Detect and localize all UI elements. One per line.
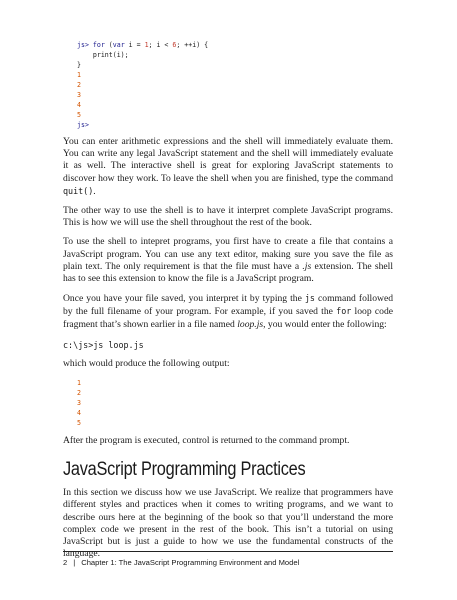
paragraph	[63, 236, 393, 285]
code-block-interactive	[63, 40, 393, 130]
code-output-line: 1	[77, 379, 81, 388]
inline-code: quit()	[63, 185, 94, 196]
inline-italic: loop.js	[237, 318, 264, 330]
code-output-line: 2	[77, 389, 81, 398]
section-heading: JavaScript Programming Practices	[63, 459, 306, 481]
paragraph-text: , you would enter the following:	[263, 318, 387, 330]
code-output-line: 3	[77, 91, 81, 99]
code-output-line: 1	[77, 71, 81, 79]
code-number: 1	[144, 41, 149, 49]
command-line: c:\js>js loop.js	[63, 339, 144, 350]
code-prompt: js>	[77, 41, 89, 49]
page-content	[63, 40, 393, 560]
page-number: 2	[63, 558, 68, 567]
code-output-line: 2	[77, 81, 81, 89]
paragraph: which would produce the following output:	[63, 357, 230, 369]
code-number: 6	[172, 41, 177, 49]
paragraph	[63, 136, 393, 198]
code-block-output	[63, 378, 393, 428]
code-line: print(i);	[77, 51, 129, 59]
paragraph: After the program is executed, control is returned to the command prompt.	[63, 435, 350, 447]
paragraph-text: To use the shell to intepret programs, you first have to create a file that contains a JavaScript program. You can use any text editor, making sure you save the file as plain text. The only requirement is that the file must have a	[63, 236, 393, 272]
inline-italic: .js	[302, 260, 312, 272]
paragraph-text: .	[93, 185, 96, 197]
running-footer-chapter: Chapter 1: The JavaScript Programming Environment and Model	[81, 558, 300, 567]
code-text: ; i <	[148, 41, 173, 49]
code-text: ; ++i) {	[176, 41, 209, 49]
paragraph-text: Once you have your file saved, you interpret it by typing the	[63, 293, 305, 305]
page-footer	[63, 551, 393, 568]
code-line: }	[77, 61, 81, 69]
code-output-line: 3	[77, 399, 81, 408]
code-output-line: 5	[77, 419, 81, 428]
paragraph-text: extension. The shell has to see this extension to know the file is a JavaScript program.	[63, 260, 393, 285]
paragraph-text: You can enter arithmetic expressions and the shell will immediately evaluate them. You can write any legal JavaScript statement and the shell will immediately evaluate it as well. The interactive shell is great for exploring JavaScript statements to discover how they work. To leave the shell when you are finished, type the command	[63, 136, 393, 184]
inline-code: for	[336, 306, 352, 317]
inline-code: js	[304, 293, 315, 304]
code-keyword-var: var	[112, 41, 125, 49]
paragraph: The other way to use the shell is to have it interpret complete JavaScript programs. This is how we will use the shell throughout the rest of the book.	[63, 205, 393, 229]
code-text: i =	[124, 41, 145, 49]
code-output-line: 4	[77, 101, 81, 109]
paragraph-text: command followed by the full filename of your program. For example, if you saved the	[63, 293, 393, 318]
paragraph	[63, 292, 393, 331]
paragraph: In this section we discuss how we use JavaScript. We realize that programmers have different styles and practices when it comes to writing programs, and we want to describe ours here at the beginning of the book so that you’ll understand the more complex code we present in the rest of the book. This isn’t a tutorial on using JavaScript but is just a guide to how we use the fundamental constructs of the language.	[63, 487, 393, 560]
code-text: (	[104, 41, 113, 49]
code-output-line: 4	[77, 409, 81, 418]
paragraph-text: loop code fragment that’s shown earlier in a file named	[63, 306, 393, 330]
code-prompt: js>	[77, 121, 89, 129]
code-keyword-for: for	[92, 41, 105, 49]
footer-separator: |	[73, 558, 76, 567]
code-output-line: 5	[77, 111, 81, 119]
